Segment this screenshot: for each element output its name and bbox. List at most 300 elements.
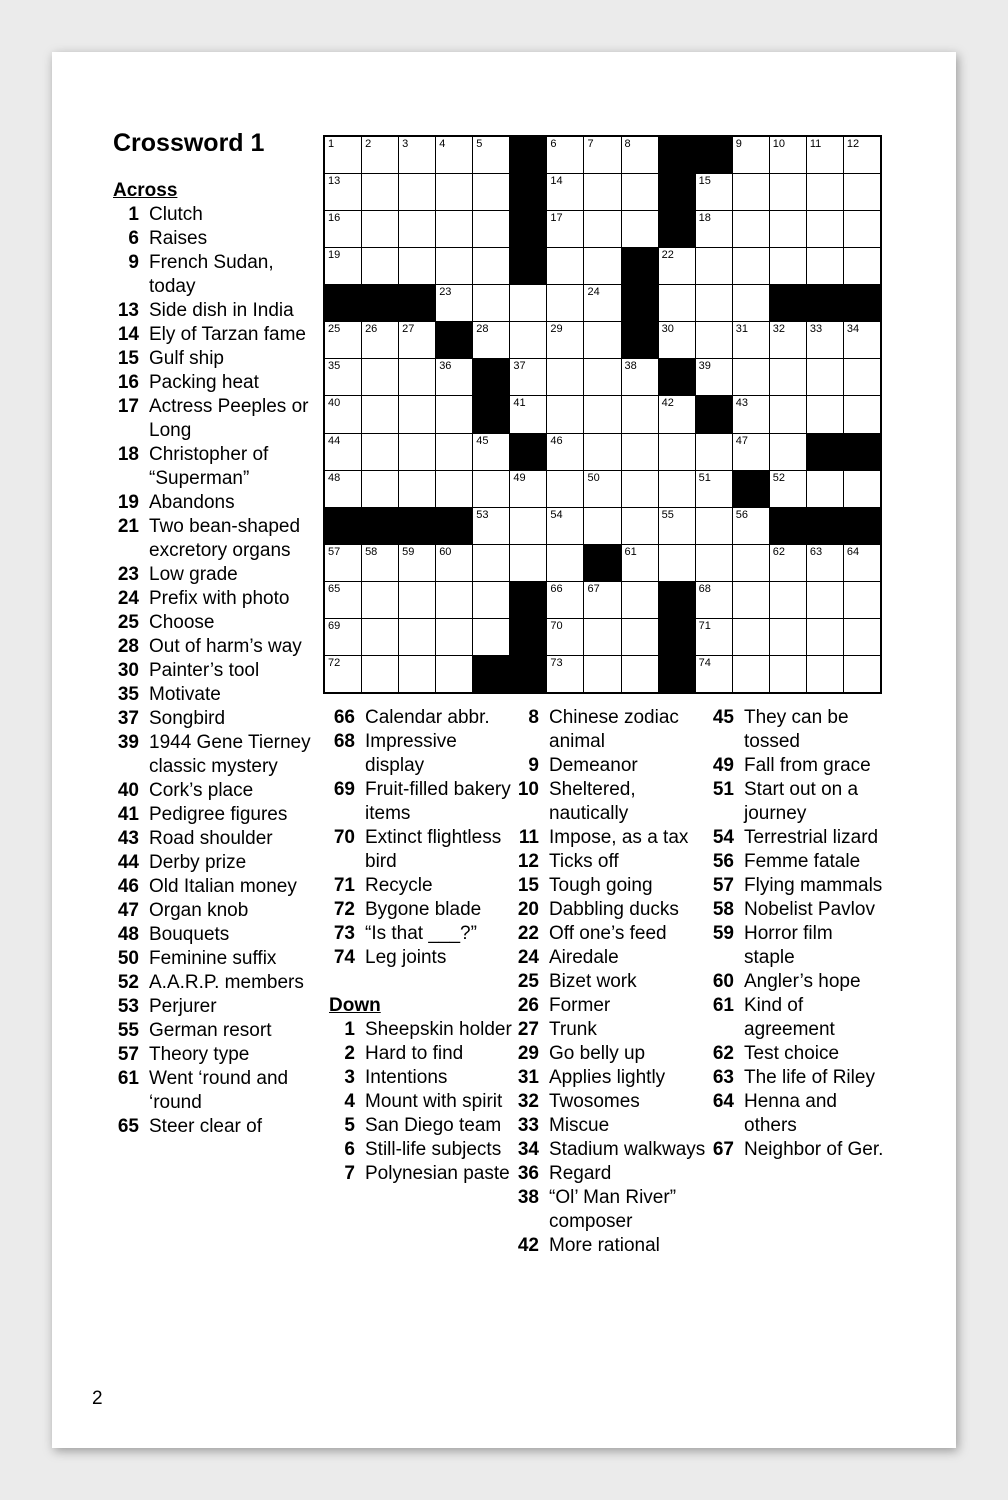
clue-number: 64 [712, 1091, 734, 1112]
grid-cell[interactable] [844, 582, 880, 618]
grid-cell[interactable] [659, 396, 695, 432]
clue-text: Impressive display [365, 731, 457, 776]
clue-text: Organ knob [149, 900, 249, 921]
grid-cell[interactable] [436, 582, 472, 618]
grid-cell[interactable] [733, 137, 769, 173]
cell-number: 24 [587, 286, 600, 299]
grid-cell[interactable] [770, 174, 806, 210]
grid-cell[interactable] [436, 656, 472, 692]
grid-cell[interactable] [325, 434, 361, 470]
grid-cell[interactable] [844, 359, 880, 395]
grid-cell[interactable] [584, 656, 620, 692]
grid-cell[interactable] [325, 619, 361, 655]
grid-cell[interactable] [473, 545, 509, 581]
grid-cell[interactable] [733, 508, 769, 544]
clue-number: 72 [333, 899, 355, 920]
grid-cell[interactable] [362, 396, 398, 432]
grid-cell[interactable] [584, 248, 620, 284]
down-clue-list-continued [708, 706, 888, 1162]
clue-number: 59 [712, 923, 734, 944]
black-square [659, 137, 695, 173]
grid-cell[interactable] [807, 545, 843, 581]
clue-text: Derby prize [149, 852, 247, 873]
grid-cell[interactable] [473, 285, 509, 321]
grid-cell[interactable] [659, 545, 695, 581]
grid-cell[interactable] [436, 471, 472, 507]
grid-cell[interactable] [844, 322, 880, 358]
clue-item [708, 850, 888, 874]
grid-cell[interactable] [362, 471, 398, 507]
grid-cell[interactable] [733, 322, 769, 358]
grid-cell[interactable] [770, 582, 806, 618]
grid-cell[interactable] [770, 619, 806, 655]
clue-text: Intentions [365, 1067, 448, 1088]
grid-cell[interactable] [807, 211, 843, 247]
grid-cell[interactable] [844, 211, 880, 247]
grid-cell[interactable] [622, 359, 658, 395]
grid-cell[interactable] [696, 471, 732, 507]
grid-cell[interactable] [362, 545, 398, 581]
grid-cell[interactable] [510, 545, 546, 581]
grid-cell[interactable] [399, 396, 435, 432]
cell-number: 4 [439, 138, 446, 150]
grid-cell[interactable] [807, 656, 843, 692]
grid-cell[interactable] [362, 322, 398, 358]
page-number: 2 [92, 1388, 103, 1409]
grid-cell[interactable] [584, 137, 620, 173]
grid-cell[interactable] [622, 211, 658, 247]
grid-cell[interactable] [399, 248, 435, 284]
clue-number: 65 [117, 1116, 139, 1137]
clue-number: 47 [117, 900, 139, 921]
clue-item [329, 1090, 519, 1114]
clue-item [708, 826, 888, 850]
grid-cell[interactable] [362, 656, 398, 692]
black-square [770, 508, 806, 544]
grid-cell[interactable] [584, 322, 620, 358]
cell-number: 5 [476, 138, 483, 150]
cell-number: 47 [735, 434, 748, 447]
grid-cell[interactable] [807, 619, 843, 655]
clue-item [113, 1043, 318, 1067]
grid-cell[interactable] [622, 656, 658, 692]
clue-text: Tough going [549, 875, 653, 896]
black-square [510, 137, 546, 173]
clue-text: Regard [549, 1163, 612, 1184]
grid-cell[interactable] [436, 285, 472, 321]
cell-number: 30 [661, 323, 674, 336]
black-square [659, 211, 695, 247]
grid-cell[interactable] [807, 471, 843, 507]
grid-cell[interactable] [510, 508, 546, 544]
grid-cell[interactable] [436, 174, 472, 210]
clue-number: 39 [117, 732, 139, 753]
grid-cell[interactable] [473, 434, 509, 470]
grid-cell[interactable] [659, 471, 695, 507]
grid-cell[interactable] [807, 137, 843, 173]
clue-item [113, 635, 318, 659]
clue-number: 40 [117, 780, 139, 801]
cell-number: 39 [698, 360, 711, 373]
grid-cell[interactable] [733, 174, 769, 210]
clue-text: Stadium walkways [549, 1139, 706, 1160]
clue-number: 7 [344, 1163, 355, 1184]
clue-item [113, 731, 318, 779]
grid-cell[interactable] [510, 359, 546, 395]
grid-cell[interactable] [659, 508, 695, 544]
grid-cell[interactable] [733, 656, 769, 692]
grid-cell[interactable] [770, 471, 806, 507]
grid-cell[interactable] [473, 322, 509, 358]
grid-cell[interactable] [733, 545, 769, 581]
grid-cell[interactable] [770, 322, 806, 358]
grid-cell[interactable] [325, 322, 361, 358]
grid-cell[interactable] [770, 248, 806, 284]
clue-number: 25 [117, 612, 139, 633]
clue-text: Still-life subjects [365, 1139, 502, 1160]
across-heading: Across [113, 180, 178, 201]
grid-cell[interactable] [807, 359, 843, 395]
clue-number: 46 [117, 876, 139, 897]
grid-cell[interactable] [584, 508, 620, 544]
grid-cell[interactable] [547, 434, 583, 470]
grid-cell[interactable] [547, 211, 583, 247]
grid-cell[interactable] [399, 582, 435, 618]
black-square [473, 396, 509, 432]
grid-cell[interactable] [696, 545, 732, 581]
clue-number: 1 [344, 1019, 355, 1040]
grid-cell[interactable] [547, 619, 583, 655]
grid-cell[interactable] [510, 396, 546, 432]
grid-cell[interactable] [399, 174, 435, 210]
grid-cell[interactable] [807, 396, 843, 432]
grid-cell[interactable] [362, 619, 398, 655]
grid-cell[interactable] [436, 359, 472, 395]
grid-cell[interactable] [547, 508, 583, 544]
grid-cell[interactable] [436, 137, 472, 173]
grid-cell[interactable] [547, 359, 583, 395]
grid-cell[interactable] [584, 396, 620, 432]
grid-cell[interactable] [770, 545, 806, 581]
grid-cell[interactable] [584, 359, 620, 395]
grid-cell[interactable] [399, 545, 435, 581]
grid-cell[interactable] [696, 174, 732, 210]
cell-number: 51 [698, 471, 711, 484]
grid-cell[interactable] [696, 582, 732, 618]
grid-cell[interactable] [844, 471, 880, 507]
cell-number: 66 [550, 582, 563, 595]
down-clue-list-continued [513, 706, 708, 1258]
grid-cell[interactable] [807, 322, 843, 358]
clue-text: Fall from grace [744, 755, 871, 776]
grid-cell[interactable] [325, 656, 361, 692]
grid-cell[interactable] [362, 137, 398, 173]
grid-cell[interactable] [547, 582, 583, 618]
cell-number: 60 [439, 545, 452, 558]
cell-number: 40 [328, 397, 341, 410]
grid-cell[interactable] [510, 285, 546, 321]
grid-cell[interactable] [584, 471, 620, 507]
grid-cell[interactable] [325, 582, 361, 618]
clue-text: Off one’s feed [549, 923, 667, 944]
grid-cell[interactable] [362, 359, 398, 395]
grid-cell[interactable] [399, 471, 435, 507]
clue-number: 71 [333, 875, 355, 896]
grid-cell[interactable] [436, 434, 472, 470]
clue-item [113, 1019, 318, 1043]
clue-item [329, 1042, 519, 1066]
clue-item [708, 874, 888, 898]
grid-cell[interactable] [770, 396, 806, 432]
grid-cell[interactable] [547, 656, 583, 692]
grid-cell[interactable] [844, 619, 880, 655]
clue-text: Former [549, 995, 611, 1016]
clue-text: Ticks off [549, 851, 619, 872]
grid-cell[interactable] [473, 582, 509, 618]
grid-cell[interactable] [770, 211, 806, 247]
clue-item [329, 1066, 519, 1090]
clue-text: Bizet work [549, 971, 637, 992]
grid-cell[interactable] [436, 396, 472, 432]
grid-cell[interactable] [622, 582, 658, 618]
grid-cell[interactable] [696, 359, 732, 395]
clue-text: “Is that ___?” [365, 923, 477, 944]
cell-number: 69 [328, 619, 341, 632]
clue-number: 41 [117, 804, 139, 825]
clue-item [113, 443, 318, 491]
grid-cell[interactable] [436, 248, 472, 284]
grid-cell[interactable] [659, 434, 695, 470]
grid-cell[interactable] [473, 471, 509, 507]
clue-number: 53 [117, 996, 139, 1017]
clue-text: Sheltered, nautically [549, 779, 636, 824]
grid-cell[interactable] [696, 508, 732, 544]
grid-cell[interactable] [733, 285, 769, 321]
grid-cell[interactable] [844, 545, 880, 581]
grid-cell[interactable] [473, 508, 509, 544]
clue-number: 2 [344, 1043, 355, 1064]
grid-cell[interactable] [473, 174, 509, 210]
grid-cell[interactable] [436, 619, 472, 655]
clue-number: 24 [117, 588, 139, 609]
clue-number: 8 [528, 707, 539, 728]
grid-cell[interactable] [547, 322, 583, 358]
cell-number: 23 [439, 286, 452, 299]
clue-number: 63 [712, 1067, 734, 1088]
grid-cell[interactable] [770, 434, 806, 470]
grid-cell[interactable] [696, 285, 732, 321]
grid-cell[interactable] [547, 471, 583, 507]
clue-text: Painter’s tool [149, 660, 260, 681]
grid-cell[interactable] [584, 285, 620, 321]
grid-cell[interactable] [733, 619, 769, 655]
grid-cell[interactable] [844, 656, 880, 692]
grid-cell[interactable] [770, 656, 806, 692]
clue-text: Dabbling ducks [549, 899, 679, 920]
grid-cell[interactable] [659, 285, 695, 321]
clue-text: Raises [149, 228, 208, 249]
clue-item [513, 994, 708, 1018]
clue-text: Christopher of “Superman” [149, 444, 269, 489]
grid-cell[interactable] [399, 211, 435, 247]
clue-item [113, 779, 318, 803]
grid-cell[interactable] [696, 248, 732, 284]
grid-cell[interactable] [547, 248, 583, 284]
grid-cell[interactable] [622, 619, 658, 655]
grid-cell[interactable] [362, 434, 398, 470]
clues-column-3 [513, 706, 708, 1258]
cell-number: 59 [402, 545, 415, 558]
clue-text: Went ‘round and ‘round [149, 1068, 289, 1113]
cell-number: 53 [476, 508, 489, 521]
grid-cell[interactable] [584, 582, 620, 618]
grid-cell[interactable] [547, 396, 583, 432]
grid-cell[interactable] [622, 396, 658, 432]
cell-number: 73 [550, 656, 563, 669]
grid-cell[interactable] [696, 211, 732, 247]
grid-cell[interactable] [399, 322, 435, 358]
grid-cell[interactable] [807, 248, 843, 284]
grid-cell[interactable] [733, 248, 769, 284]
black-square [659, 174, 695, 210]
black-square [622, 322, 658, 358]
clue-text: San Diego team [365, 1115, 502, 1136]
grid-cell[interactable] [325, 248, 361, 284]
grid-cell[interactable] [510, 322, 546, 358]
grid-cell[interactable] [436, 211, 472, 247]
clue-text: Packing heat [149, 372, 259, 393]
grid-cell[interactable] [325, 545, 361, 581]
grid-cell[interactable] [399, 359, 435, 395]
grid-cell[interactable] [807, 582, 843, 618]
grid-cell[interactable] [733, 359, 769, 395]
grid-cell[interactable] [399, 137, 435, 173]
cell-number: 19 [328, 249, 341, 262]
clue-number: 31 [517, 1067, 539, 1088]
grid-cell[interactable] [325, 174, 361, 210]
grid-cell[interactable] [622, 508, 658, 544]
black-square [325, 508, 361, 544]
grid-cell[interactable] [325, 359, 361, 395]
across-clues-column [113, 179, 318, 1139]
clue-text: Feminine suffix [149, 948, 277, 969]
grid-cell[interactable] [622, 471, 658, 507]
grid-cell[interactable] [733, 211, 769, 247]
grid-cell[interactable] [436, 545, 472, 581]
grid-cell[interactable] [547, 285, 583, 321]
grid-cell[interactable] [362, 174, 398, 210]
cell-number: 61 [624, 545, 637, 558]
grid-cell[interactable] [844, 174, 880, 210]
black-square [510, 248, 546, 284]
grid-cell[interactable] [659, 322, 695, 358]
grid-cell[interactable] [696, 434, 732, 470]
clue-item [113, 587, 318, 611]
grid-cell[interactable] [473, 619, 509, 655]
grid-cell[interactable] [584, 619, 620, 655]
clue-number: 32 [517, 1091, 539, 1112]
grid-cell[interactable] [622, 137, 658, 173]
clue-number: 15 [517, 875, 539, 896]
grid-cell[interactable] [622, 174, 658, 210]
clue-text: Demeanor [549, 755, 638, 776]
cell-number: 65 [328, 582, 341, 595]
clue-item [113, 395, 318, 443]
grid-cell[interactable] [584, 434, 620, 470]
grid-cell[interactable] [325, 137, 361, 173]
grid-cell[interactable] [659, 248, 695, 284]
grid-cell[interactable] [733, 582, 769, 618]
grid-cell[interactable] [844, 396, 880, 432]
grid-cell[interactable] [399, 656, 435, 692]
grid-cell[interactable] [733, 434, 769, 470]
clue-item [513, 898, 708, 922]
clues-column-4 [708, 706, 888, 1162]
grid-cell[interactable] [696, 619, 732, 655]
grid-cell[interactable] [325, 211, 361, 247]
crossword-grid [323, 135, 882, 694]
clue-text: Gulf ship [149, 348, 224, 369]
grid-cell[interactable] [844, 248, 880, 284]
grid-cell[interactable] [399, 619, 435, 655]
cell-number: 31 [735, 323, 748, 336]
cell-number: 71 [698, 619, 711, 632]
grid-cell[interactable] [362, 211, 398, 247]
grid-cell[interactable] [807, 174, 843, 210]
grid-cell[interactable] [770, 137, 806, 173]
clue-number: 9 [128, 252, 139, 273]
clue-item [708, 754, 888, 778]
clue-number: 25 [517, 971, 539, 992]
clue-text: Airedale [549, 947, 619, 968]
clue-text: Pedigree figures [149, 804, 288, 825]
grid-cell[interactable] [547, 545, 583, 581]
clue-item [513, 1234, 708, 1258]
grid-cell[interactable] [584, 174, 620, 210]
black-square [622, 248, 658, 284]
grid-cell[interactable] [770, 359, 806, 395]
grid-cell[interactable] [733, 396, 769, 432]
grid-cell[interactable] [473, 211, 509, 247]
cell-number: 72 [328, 656, 341, 669]
grid-cell[interactable] [584, 211, 620, 247]
cell-number: 10 [772, 138, 786, 150]
grid-cell[interactable] [362, 582, 398, 618]
clue-number: 13 [117, 300, 139, 321]
grid-cell[interactable] [325, 396, 361, 432]
grid-cell[interactable] [696, 322, 732, 358]
clue-text: “Ol’ Man River” composer [549, 1187, 677, 1232]
grid-cell[interactable] [696, 656, 732, 692]
cell-number: 57 [328, 545, 341, 558]
grid-cell[interactable] [325, 471, 361, 507]
grid-cell[interactable] [844, 137, 880, 173]
clue-number: 61 [712, 995, 734, 1016]
clue-item [513, 1162, 708, 1186]
grid-cell[interactable] [473, 137, 509, 173]
grid-cell[interactable] [547, 174, 583, 210]
grid-cell[interactable] [510, 471, 546, 507]
clue-number: 36 [517, 1163, 539, 1184]
grid-cell[interactable] [399, 434, 435, 470]
grid-cell[interactable] [622, 545, 658, 581]
cell-number: 15 [698, 175, 711, 188]
grid-cell[interactable] [622, 434, 658, 470]
clue-item [113, 251, 318, 299]
grid-cell[interactable] [547, 137, 583, 173]
grid-cell[interactable] [473, 248, 509, 284]
grid-cell[interactable] [362, 248, 398, 284]
